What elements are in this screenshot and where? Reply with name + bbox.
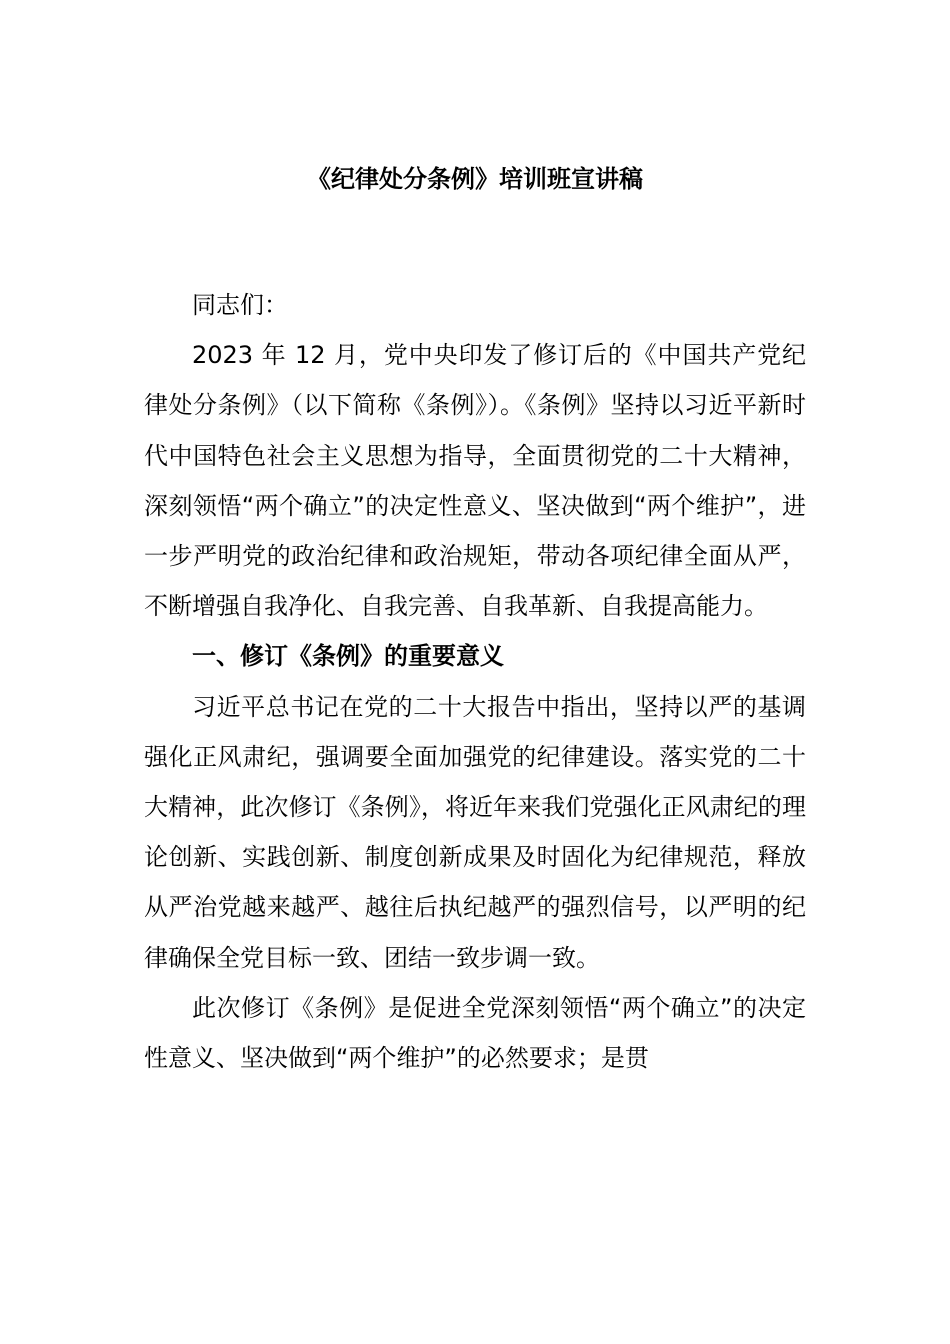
paragraph-intro: 2023 年 12 月，党中央印发了修订后的《中国共产党纪律处分条例》（以下简称《条例》）。《条例》坚持以习近平新时代中国特色社会主义思想为指导，全面贯彻党的二十大精神，深刻领悟“两个确立”的决定性意义、坚决做到“两个维护”，进一步严明党的政治纪律和政治规矩，带动各项纪律全面从严，不断增强自我净化、自我完善、自我革新、自我提高能力。 [144,341,806,621]
paragraph-requirement: 此次修订《条例》是促进全党深刻领悟“两个确立”的决定性意义、坚决做到“两个维护”的必然要求；是贯 [144,993,806,1073]
document-body [144,280,806,1083]
section-heading-1: 一、修订《条例》的重要意义 [192,642,504,671]
document-title: 《纪律处分条例》培训班宣讲稿 [307,165,643,193]
salutation: 同志们： [192,291,288,319]
paragraph-significance: 习近平总书记在党的二十大报告中指出，坚持以严的基调强化正风肃纪，强调要全面加强党的纪律建设。落实党的二十大精神，此次修订《条例》，将近年来我们党强化正风肃纪的理论创新、实践创新、制度创新成果及时固化为纪律规范，释放从严治党越来越严、越往后执纪越严的强烈信号，以严明的纪律确保全党目标一致、团结一致步调一致。 [144,692,806,972]
